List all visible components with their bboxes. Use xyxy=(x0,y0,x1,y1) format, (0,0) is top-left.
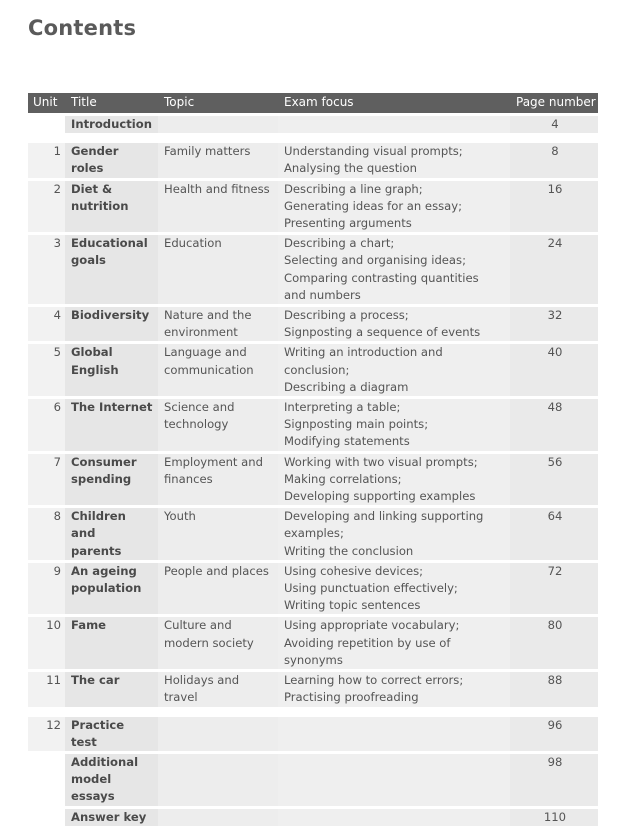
exam-focus-cell-line: examples; xyxy=(284,526,344,541)
title-cell xyxy=(65,235,158,304)
page-number-cell-line: 48 xyxy=(547,400,563,415)
unit-cell-line: 4 xyxy=(53,308,61,323)
exam-focus-cell-line: Presenting arguments xyxy=(284,216,412,231)
title-cell-line: parents xyxy=(71,543,122,558)
topic-cell-line: Language and xyxy=(164,345,247,360)
exam-focus-cell xyxy=(278,143,510,177)
unit-cell xyxy=(28,307,65,341)
unit-cell xyxy=(28,399,65,451)
title-cell-line: Consumer xyxy=(71,454,137,469)
page-number-cell xyxy=(510,563,598,615)
exam-focus-cell xyxy=(278,563,510,615)
page-number-cell-line: 8 xyxy=(551,144,559,159)
page-number-cell xyxy=(510,399,598,451)
exam-focus-cell-line: Describing a diagram xyxy=(284,379,409,394)
topic-cell-line: Culture and xyxy=(164,618,232,633)
title-cell-line: population xyxy=(71,581,142,596)
exam-focus-cell-line: Making correlations; xyxy=(284,471,402,486)
table-row xyxy=(28,235,598,304)
topic-cell xyxy=(158,116,278,133)
title-cell xyxy=(65,399,158,451)
unit-cell-line: 9 xyxy=(53,563,61,578)
page-number-cell xyxy=(510,617,598,669)
exam-focus-cell-line: Describing a chart; xyxy=(284,236,395,251)
page-number-cell-line: 96 xyxy=(547,717,563,732)
title-cell-line: English xyxy=(71,362,119,377)
row-spacer xyxy=(28,710,598,714)
exam-focus-cell-line: Writing the conclusion xyxy=(284,543,414,558)
title-cell-line: Global xyxy=(71,345,113,360)
page-number-cell xyxy=(510,235,598,304)
table-row xyxy=(28,508,598,560)
title-cell-line: Children and xyxy=(71,509,126,541)
unit-cell xyxy=(28,235,65,304)
page-number-cell-line: 88 xyxy=(547,673,563,688)
topic-cell-line: Education xyxy=(164,236,222,251)
title-cell-line: Educational xyxy=(71,236,148,251)
page-number-cell-line: 80 xyxy=(547,618,563,633)
title-cell-line: Additional model essays xyxy=(71,754,139,804)
unit-cell xyxy=(28,454,65,506)
header-unit: Unit xyxy=(28,93,65,113)
topic-cell-line: finances xyxy=(164,471,213,486)
title-cell-line: Practice test xyxy=(71,717,125,749)
unit-cell xyxy=(28,672,65,706)
exam-focus-cell xyxy=(278,809,510,826)
topic-cell xyxy=(158,235,278,304)
page-number-cell-line: 4 xyxy=(551,117,559,131)
page-number-cell xyxy=(510,181,598,233)
exam-focus-cell-line: Analysing the question xyxy=(284,161,417,176)
unit-cell xyxy=(28,717,65,751)
topic-cell-line: Nature and the xyxy=(164,308,252,323)
table-row xyxy=(28,717,598,751)
exam-focus-cell-line: Writing topic sentences xyxy=(284,598,421,613)
title-cell xyxy=(65,181,158,233)
exam-focus-cell-line: Practising proofreading xyxy=(284,690,419,705)
topic-cell-line: Science and xyxy=(164,400,235,415)
page-number-cell-line: 40 xyxy=(547,345,563,360)
unit-cell xyxy=(28,116,65,133)
exam-focus-cell-line: Learning how to correct errors; xyxy=(284,673,464,688)
exam-focus-cell xyxy=(278,344,510,396)
title-cell-line: spending xyxy=(71,471,132,486)
table-row xyxy=(28,563,598,615)
unit-cell-line: 1 xyxy=(53,144,61,159)
page-number-cell xyxy=(510,672,598,706)
exam-focus-cell-line: and numbers xyxy=(284,287,361,302)
page-number-cell xyxy=(510,344,598,396)
exam-focus-cell xyxy=(278,307,510,341)
unit-cell-line: 7 xyxy=(53,454,61,469)
title-cell-line: Gender roles xyxy=(71,144,119,176)
page-number-cell xyxy=(510,754,598,806)
page-number-cell-line: 56 xyxy=(547,454,563,469)
exam-focus-cell xyxy=(278,672,510,706)
unit-cell-line: 10 xyxy=(46,618,61,633)
table-row xyxy=(28,307,598,341)
unit-cell xyxy=(28,563,65,615)
page-number-cell xyxy=(510,809,598,826)
title-cell xyxy=(65,143,158,177)
title-cell xyxy=(65,809,158,826)
exam-focus-cell-line: Interpreting a table; xyxy=(284,400,401,415)
topic-cell xyxy=(158,617,278,669)
page-number-cell xyxy=(510,717,598,751)
unit-cell-line: 5 xyxy=(53,345,61,360)
unit-cell xyxy=(28,809,65,826)
table-row xyxy=(28,116,598,133)
exam-focus-cell xyxy=(278,399,510,451)
exam-focus-cell xyxy=(278,116,510,133)
topic-cell-line: Holidays and xyxy=(164,673,240,688)
topic-cell-line: environment xyxy=(164,325,238,340)
page-number-cell xyxy=(510,143,598,177)
title-cell xyxy=(65,563,158,615)
topic-cell-line: technology xyxy=(164,417,229,432)
exam-focus-cell-line: Developing supporting examples xyxy=(284,489,476,504)
topic-cell xyxy=(158,563,278,615)
row-spacer xyxy=(28,136,598,140)
page-title: Contents xyxy=(28,16,137,40)
header-page-number: Page number xyxy=(510,93,598,113)
topic-cell xyxy=(158,307,278,341)
title-cell-line: goals xyxy=(71,253,106,268)
title-cell-line: An ageing xyxy=(71,563,137,578)
topic-cell xyxy=(158,717,278,751)
table-header-row xyxy=(28,93,598,113)
page-number-cell xyxy=(510,307,598,341)
unit-cell-line: 11 xyxy=(46,673,61,688)
exam-focus-cell-line: Using punctuation effectively; xyxy=(284,581,458,596)
exam-focus-cell-line: Selecting and organising ideas; xyxy=(284,253,466,268)
unit-cell xyxy=(28,508,65,560)
page-number-cell-line: 72 xyxy=(547,563,563,578)
exam-focus-cell-line: Modifying statements xyxy=(284,434,410,449)
exam-focus-cell-line: Using cohesive devices; xyxy=(284,563,424,578)
exam-focus-cell-line: Describing a process; xyxy=(284,308,409,323)
topic-cell-line: communication xyxy=(164,362,254,377)
title-cell-line: Introduction xyxy=(71,117,152,131)
page-number-cell xyxy=(510,454,598,506)
topic-cell-line: People and places xyxy=(164,563,269,578)
title-cell xyxy=(65,672,158,706)
exam-focus-cell-line: Working with two visual prompts; xyxy=(284,454,478,469)
header-title: Title xyxy=(65,93,158,113)
exam-focus-cell xyxy=(278,508,510,560)
table-row xyxy=(28,181,598,233)
header-exam-focus: Exam focus xyxy=(278,93,510,113)
exam-focus-cell-line: conclusion; xyxy=(284,362,350,377)
title-cell xyxy=(65,116,158,133)
exam-focus-cell-line: synonyms xyxy=(284,652,343,667)
title-cell xyxy=(65,754,158,806)
page-number-cell-line: 24 xyxy=(547,236,563,251)
topic-cell-line: Employment and xyxy=(164,454,263,469)
exam-focus-cell-line: Signposting a sequence of events xyxy=(284,325,481,340)
page-number-cell-line: 16 xyxy=(547,181,563,196)
exam-focus-cell xyxy=(278,754,510,806)
topic-cell-line: modern society xyxy=(164,635,254,650)
unit-cell-line: 6 xyxy=(53,400,61,415)
exam-focus-cell-line: Developing and linking supporting xyxy=(284,509,484,524)
title-cell xyxy=(65,617,158,669)
page-number-cell-line: 110 xyxy=(543,809,567,824)
unit-cell xyxy=(28,181,65,233)
unit-cell-line: 3 xyxy=(53,236,61,251)
table-row xyxy=(28,672,598,706)
unit-cell-line: 12 xyxy=(46,717,61,732)
exam-focus-cell xyxy=(278,454,510,506)
title-cell-line: The car xyxy=(71,673,120,688)
page-number-cell-line: 98 xyxy=(547,754,563,769)
row-spacer-cell xyxy=(28,136,598,140)
exam-focus-cell xyxy=(278,181,510,233)
topic-cell xyxy=(158,454,278,506)
title-cell xyxy=(65,508,158,560)
unit-cell-line: 2 xyxy=(53,181,61,196)
topic-cell-line: Youth xyxy=(164,509,196,524)
unit-cell xyxy=(28,143,65,177)
exam-focus-cell xyxy=(278,617,510,669)
table-row xyxy=(28,399,598,451)
topic-cell xyxy=(158,754,278,806)
title-cell-line: Biodiversity xyxy=(71,308,150,323)
title-cell xyxy=(65,454,158,506)
table-row xyxy=(28,754,598,806)
exam-focus-cell-line: Understanding visual prompts; xyxy=(284,144,463,159)
title-cell-line: Diet & xyxy=(71,181,113,196)
title-cell xyxy=(65,307,158,341)
title-cell xyxy=(65,717,158,751)
topic-cell-line: travel xyxy=(164,690,198,705)
unit-cell xyxy=(28,344,65,396)
title-cell xyxy=(65,344,158,396)
unit-cell xyxy=(28,754,65,806)
exam-focus-cell-line: Describing a line graph; xyxy=(284,181,423,196)
table-row xyxy=(28,617,598,669)
exam-focus-cell xyxy=(278,717,510,751)
topic-cell xyxy=(158,809,278,826)
exam-focus-cell-line: Generating ideas for an essay; xyxy=(284,198,463,213)
topic-cell-line: Health and fitness xyxy=(164,181,270,196)
page-number-cell-line: 64 xyxy=(547,509,563,524)
title-cell-line: Fame xyxy=(71,618,107,633)
title-cell-line: The Internet xyxy=(71,400,153,415)
table-row xyxy=(28,143,598,177)
exam-focus-cell-line: Using appropriate vocabulary; xyxy=(284,618,460,633)
table-row xyxy=(28,454,598,506)
exam-focus-cell-line: Writing an introduction and xyxy=(284,345,443,360)
title-cell-line: nutrition xyxy=(71,198,129,213)
topic-cell xyxy=(158,399,278,451)
row-spacer-cell xyxy=(28,710,598,714)
table-row xyxy=(28,809,598,826)
page-number-cell-line: 32 xyxy=(547,308,563,323)
exam-focus-cell-line: Avoiding repetition by use of xyxy=(284,635,451,650)
title-cell-line: Answer key xyxy=(71,809,147,824)
topic-cell xyxy=(158,508,278,560)
contents-table xyxy=(28,90,598,829)
topic-cell xyxy=(158,344,278,396)
page-number-cell xyxy=(510,116,598,133)
header-topic: Topic xyxy=(158,93,278,113)
unit-cell xyxy=(28,617,65,669)
page-number-cell xyxy=(510,508,598,560)
exam-focus-cell-line: Signposting main points; xyxy=(284,417,429,432)
topic-cell xyxy=(158,672,278,706)
topic-cell xyxy=(158,143,278,177)
topic-cell-line: Family matters xyxy=(164,144,251,159)
exam-focus-cell-line: Comparing contrasting quantities xyxy=(284,270,479,285)
topic-cell xyxy=(158,181,278,233)
table-row xyxy=(28,344,598,396)
exam-focus-cell xyxy=(278,235,510,304)
unit-cell-line: 8 xyxy=(53,509,61,524)
